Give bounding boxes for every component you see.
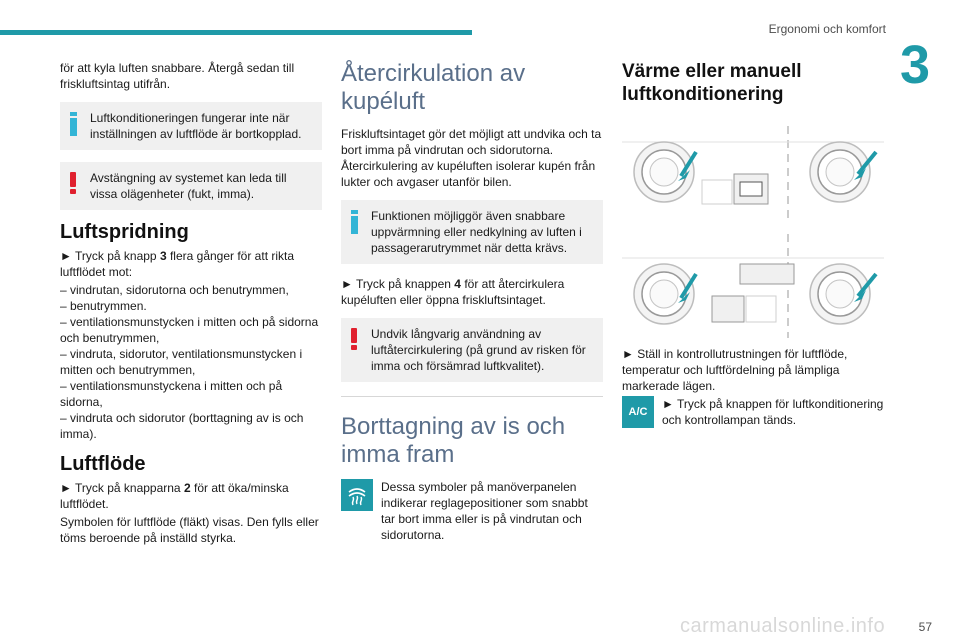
- page-number: 57: [918, 620, 932, 634]
- luftflode-step: ► Tryck på knapparna 2 för att öka/minska luftflödet.: [60, 481, 289, 511]
- info-note: [341, 200, 603, 264]
- watermark: carmanualsonline.info: [680, 615, 886, 637]
- info-note-text: Luftkonditioneringen fungerar inte när inställningen av luftflöde är bortkopplad.: [90, 111, 302, 141]
- warning-note-text: Avstängning av systemet kan leda till vissa olägenheter (fukt, imma).: [90, 171, 287, 201]
- defrost-text: Dessa symboler på manöverpanelen indikerar reglagepositioner som snabbt tar bort imma eller is på vindrutan och sidorutorna.: [381, 480, 588, 542]
- intro-paragraph: för att kyla luften snabbare. Återgå sedan till friskluftsintag utifrån.: [60, 61, 295, 91]
- info-icon: [70, 112, 77, 136]
- luftflode-body: Symbolen för luftflöde (fläkt) visas. Den fylls eller töms beroende på inställd styrka.: [60, 515, 319, 545]
- ac-icon: A/C: [622, 396, 654, 428]
- list-item: – vindruta och sidorutor (borttagning av is och imma).: [60, 411, 304, 441]
- defrost-paragraph: [341, 479, 603, 543]
- varme-step-1: ► Ställ in kontrollutrustningen för luftflöde, temperatur och luftfördelning på lämpliga markerade lägen.: [622, 347, 848, 393]
- column-3: [622, 60, 884, 440]
- column-2: [341, 60, 603, 553]
- title-varme: Värme eller manuell luftkonditionering: [622, 61, 802, 105]
- list-item: – vindruta, sidorutor, ventilationsmunstycken i mitten och benutrymmen,: [60, 347, 303, 377]
- defrost-icon: [341, 479, 373, 511]
- list-item: – vindrutan, sidorutorna och benutrymmen,: [60, 283, 289, 297]
- info-note-text: Funktionen möjliggör även snabbare uppvärmning eller nedkylning av luften i passagerarutrymmet när detta krävs.: [371, 209, 582, 255]
- list-item: – benutrymmen.: [60, 299, 147, 313]
- warning-note-text: Undvik långvarig användning av luftåtercirkulering (på grund av risken för imma och försämrad luftkvalitet).: [371, 327, 586, 373]
- warning-note: [60, 162, 322, 210]
- chapter-number: 3: [899, 35, 930, 95]
- control-panel-figure-1: [622, 122, 884, 226]
- column-1: [60, 60, 322, 546]
- info-note: [60, 102, 322, 150]
- luftspridning-list: [60, 282, 322, 442]
- warning-icon: [70, 172, 76, 194]
- luftspridning-step: ► Tryck på knapp 3 flera gånger för att rikta luftflödet mot:: [60, 249, 295, 279]
- section-divider: [341, 396, 603, 397]
- warning-note: [341, 318, 603, 382]
- title-borttagning: Borttagning av is och imma fram: [341, 413, 566, 468]
- list-item: – ventilationsmunstyckena i mitten och på sidorna,: [60, 379, 283, 409]
- section-title-luftflode: Luftflöde: [60, 453, 146, 475]
- warning-icon: [351, 328, 357, 350]
- atercirkulation-step: ► Tryck på knappen 4 för att återcirkulera kupéluften eller öppna friskluftsintaget.: [341, 277, 565, 307]
- title-atercirkulation: Återcirkulation av kupéluft: [341, 60, 526, 115]
- list-item: – ventilationsmunstycken i mitten och på sidorna och benutrymmen,: [60, 315, 319, 345]
- info-icon: [351, 210, 358, 234]
- section-title-luftspridning: Luftspridning: [60, 221, 189, 243]
- ac-paragraph: [622, 396, 884, 430]
- ac-text: ► Tryck på knappen för luftkonditionering och kontrollampan tänds.: [662, 397, 884, 427]
- header-accent-bar: [0, 30, 472, 35]
- control-panel-figure-2: [622, 234, 884, 338]
- chapter-title: Ergonomi och komfort: [768, 22, 886, 36]
- atercirkulation-body: Friskluftsintaget gör det möjligt att undvika och ta bort imma på vindrutan och sidorutorna. Återcirkulering av kupéluften isolerar kupén från lukter och avgaser utanför bilen.: [341, 127, 602, 189]
